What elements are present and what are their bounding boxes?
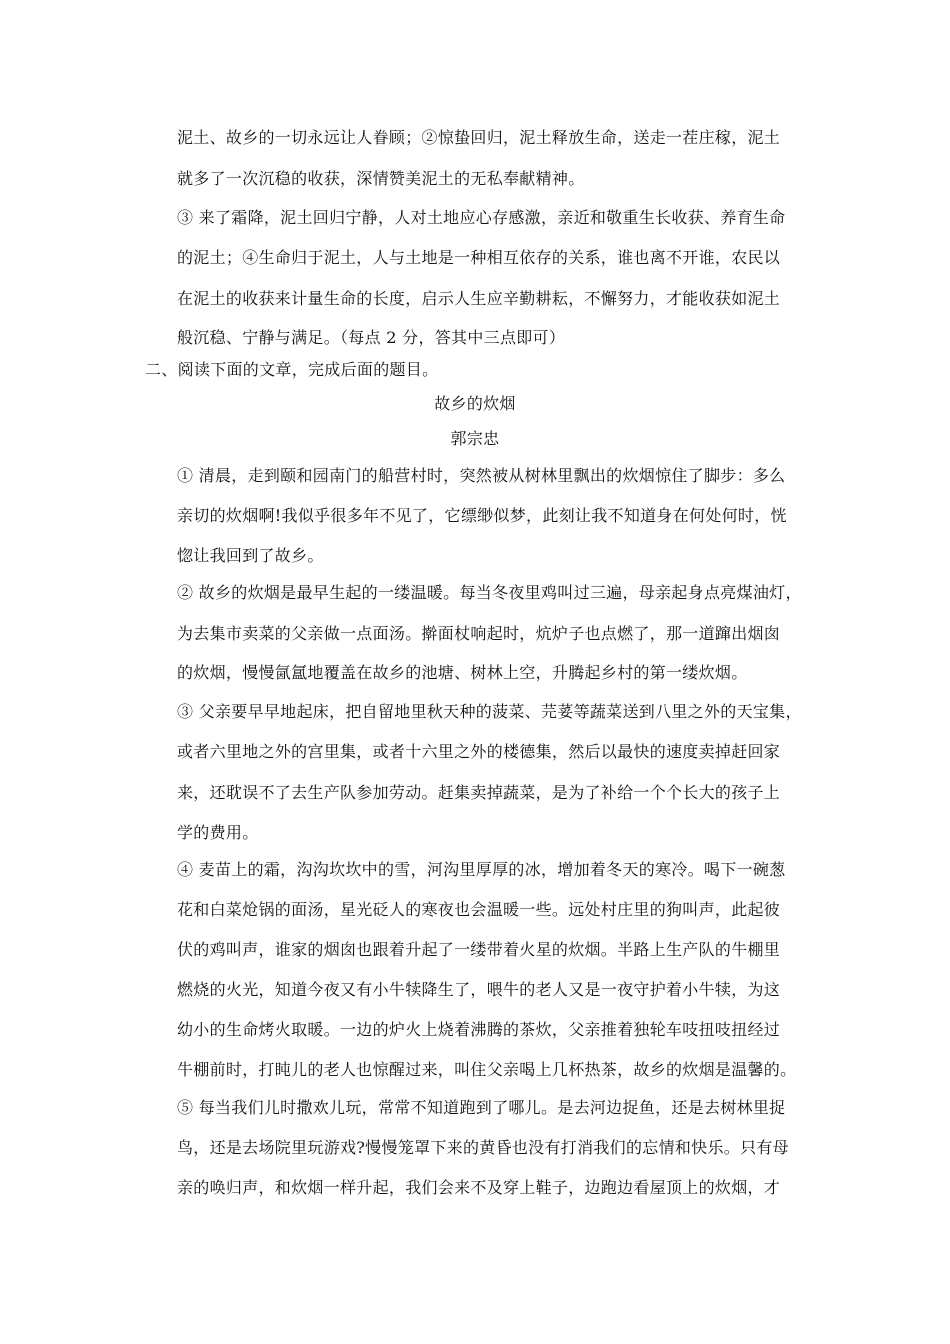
paragraph-line: ② 故乡的炊烟是最早生起的一缕温暖。每当冬夜里鸡叫过三遍，母亲起身点亮煤油灯， (177, 583, 802, 602)
paragraph-line: 学的费用。 (177, 823, 259, 842)
paragraph-line: ① 清晨，走到颐和园南门的船营村时，突然被从树林里飘出的炊烟惊住了脚步：多么 (177, 466, 786, 485)
paragraph-line: ⑤ 每当我们儿时撒欢儿玩，常常不知道跑到了哪儿。是去河边捉鱼，还是去树林里捉 (177, 1098, 786, 1117)
paragraph-line: 的泥土；④生命归于泥土，人与土地是一种相互依存的关系，谁也离不开谁，农民以 (177, 248, 781, 267)
paragraph-line: 幼小的生命烤火取暖。一边的炉火上烧着沸腾的茶炊，父亲推着独轮车吱扭吱扭经过 (177, 1020, 781, 1039)
paragraph-line: 亲切的炊烟啊!我似乎很多年不见了，它缥缈似梦，此刻让我不知道身在何处何时，恍 (177, 506, 787, 525)
paragraph-line: ③ 父亲要早早地起床，把自留地里秋天种的菠菜、芫荽等蔬菜送到八里之外的天宝集， (177, 702, 802, 721)
article-author: 郭宗忠 (450, 429, 500, 448)
paragraph-line: 燃烧的火光，知道今夜又有小牛犊降生了，喂牛的老人又是一夜守护着小牛犊，为这 (177, 980, 781, 999)
paragraph-line: ④ 麦苗上的霜，沟沟坎坎中的雪，河沟里厚厚的冰，增加着冬天的寒冷。喝下一碗葱 (177, 860, 786, 879)
paragraph-line: ③ 来了霜降，泥土回归宁静，人对土地应心存感激，亲近和敬重生长收获、养育生命 (177, 208, 786, 227)
paragraph-line: 牛棚前时，打盹儿的老人也惊醒过来，叫住父亲喝上几杯热茶，故乡的炊烟是温馨的。 (177, 1060, 797, 1079)
paragraph-line: 亲的唤归声，和炊烟一样升起，我们会来不及穿上鞋子，边跑边看屋顶上的炊烟，才 (177, 1178, 781, 1197)
article-title: 故乡的炊烟 (434, 394, 516, 413)
paragraph-line: 或者六里地之外的宫里集，或者十六里之外的楼德集，然后以最快的速度卖掉赶回家 (177, 742, 781, 761)
paragraph-line: 花和白菜炝锅的面汤，星光砭人的寒夜也会温暖一些。远处村庄里的狗叫声，此起彼 (177, 900, 781, 919)
paragraph-line: 鸟，还是去场院里玩游戏?慢慢笼罩下来的黄昏也没有打消我们的忘情和快乐。只有母 (177, 1138, 789, 1157)
paragraph-line: 般沉稳、宁静与满足。（每点 2 分，答其中三点即可） (177, 328, 566, 347)
paragraph-line: 来，还耽误不了去生产队参加劳动。赶集卖掉蔬菜，是为了补给一个个长大的孩子上 (177, 783, 781, 802)
paragraph-line: 就多了一次沉稳的收获，深情赞美泥土的无私奉献精神。 (177, 169, 585, 188)
paragraph-line: 在泥土的收获来计量生命的长度，启示人生应辛勤耕耘，不懈努力，才能收获如泥土 (177, 289, 781, 308)
paragraph-line: 为去集市卖菜的父亲做一点面汤。擀面杖响起时，炕炉子也点燃了，那一道蹿出烟囱 (177, 624, 781, 643)
section-heading: 二、阅读下面的文章，完成后面的题目。 (145, 360, 439, 379)
paragraph-line: 的炊烟，慢慢氤氲地覆盖在故乡的池塘、树林上空，升腾起乡村的第一缕炊烟。 (177, 663, 748, 682)
paragraph-line: 惚让我回到了故乡。 (177, 546, 324, 565)
paragraph-line: 泥土、故乡的一切永远让人眷顾；②惊蛰回归，泥土释放生命，送走一茬庄稼，泥土 (177, 128, 781, 147)
paragraph-line: 伏的鸡叫声，谁家的烟囱也跟着升起了一缕带着火星的炊烟。半路上生产队的牛棚里 (177, 940, 781, 959)
